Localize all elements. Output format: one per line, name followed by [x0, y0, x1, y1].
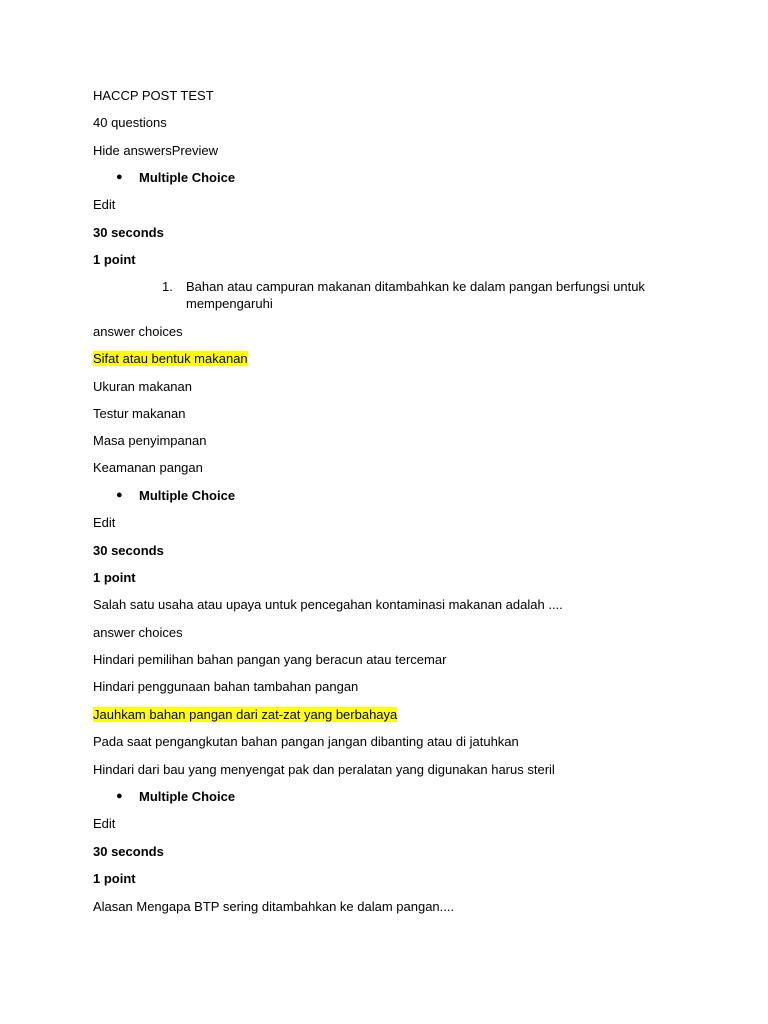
answer-choice-correct: Jauhkam bahan pangan dari zat-zat yang berbahaya — [93, 707, 398, 722]
answer-choices-label: answer choices — [93, 324, 183, 339]
question-number: 1. — [162, 279, 173, 294]
doc-title: HACCP POST TEST — [93, 88, 214, 103]
question-time: 30 seconds — [93, 225, 164, 240]
question-count: 40 questions — [93, 115, 167, 130]
question-time: 30 seconds — [93, 543, 164, 558]
question-text: Bahan atau campuran makanan ditambahkan ke dalam pangan berfungsi untuk mempengaruhi — [186, 279, 645, 311]
question-points: 1 point — [93, 570, 136, 585]
answer-choice: Hindari penggunaan bahan tambahan pangan — [93, 679, 359, 694]
question-type: Multiple Choice — [139, 488, 236, 503]
answer-choices-label: answer choices — [93, 625, 183, 640]
answer-choice: Testur makanan — [93, 406, 186, 421]
question-text: Salah satu usaha atau upaya untuk pencegahan kontaminasi makanan adalah .... — [93, 597, 563, 612]
bullet-icon: ● — [116, 489, 123, 501]
answer-choice: Pada saat pengangkutan bahan pangan jangan dibanting atau di jatuhkan — [93, 734, 519, 749]
question-type: Multiple Choice — [139, 170, 236, 185]
question-points: 1 point — [93, 871, 136, 886]
hide-answers-preview[interactable]: Hide answersPreview — [93, 143, 218, 158]
bullet-icon: ● — [116, 171, 123, 183]
answer-choice: Ukuran makanan — [93, 379, 192, 394]
edit-link[interactable]: Edit — [93, 515, 116, 530]
edit-link[interactable]: Edit — [93, 816, 116, 831]
answer-choice: Hindari pemilihan bahan pangan yang beracun atau tercemar — [93, 652, 447, 667]
question-type: Multiple Choice — [139, 789, 236, 804]
question-points: 1 point — [93, 252, 136, 267]
answer-choice: Masa penyimpanan — [93, 433, 207, 448]
question-time: 30 seconds — [93, 844, 164, 859]
question-text: Alasan Mengapa BTP sering ditambahkan ke dalam pangan.... — [93, 899, 455, 914]
answer-choice: Keamanan pangan — [93, 460, 203, 475]
answer-choice: Hindari dari bau yang menyengat pak dan peralatan yang digunakan harus steril — [93, 762, 555, 777]
answer-choice-correct: Sifat atau bentuk makanan — [93, 351, 248, 366]
bullet-icon: ● — [116, 790, 123, 802]
edit-link[interactable]: Edit — [93, 197, 116, 212]
